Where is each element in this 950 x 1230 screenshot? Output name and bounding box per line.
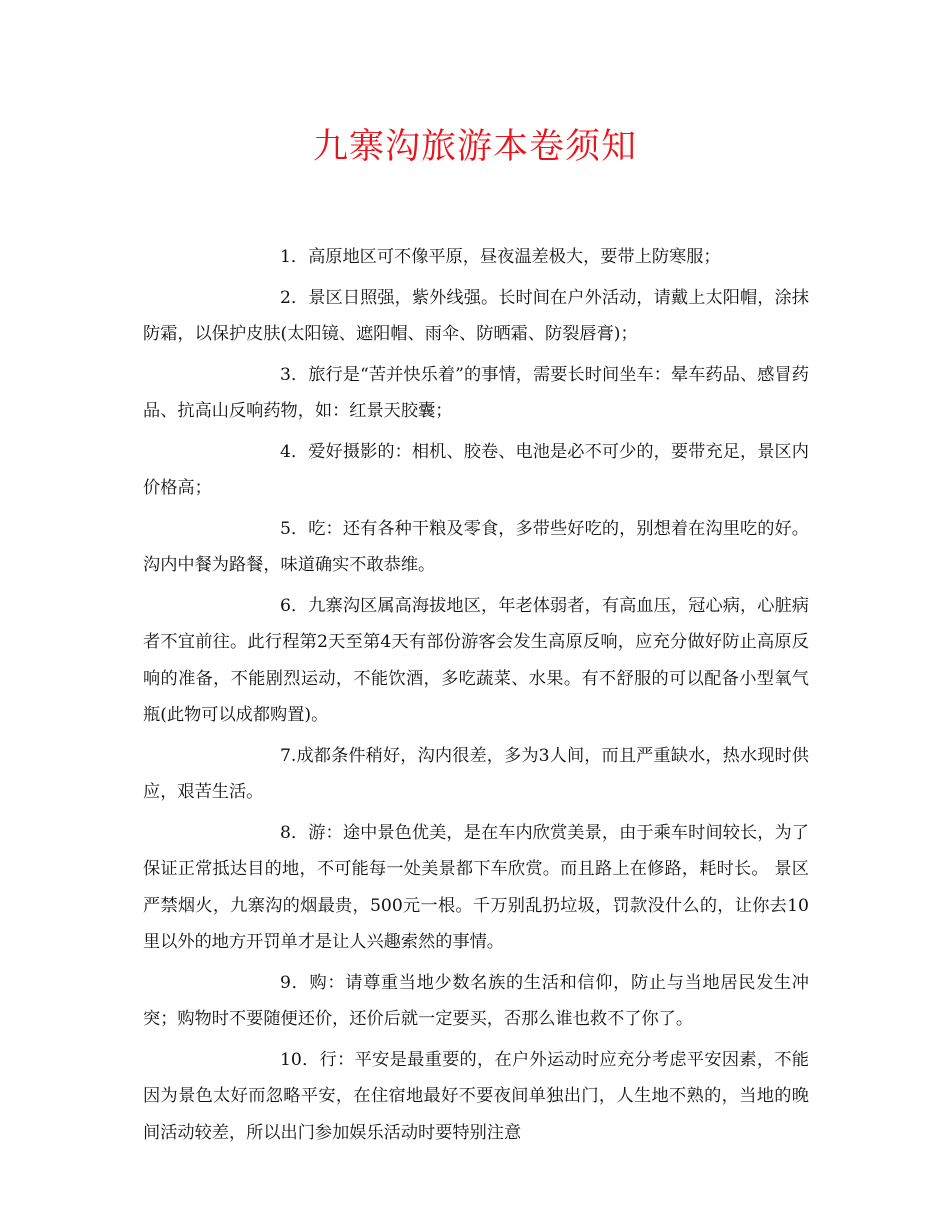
paragraph-4: 4．爱好摄影的：相机、胶卷、电池是必不可少的，要带充足，景区内价格高；: [143, 441, 809, 498]
document-body: [143, 239, 809, 1155]
paragraph-7: 7.成都条件稍好，沟内很差，多为3人间，而且严重缺水，热水现时供应，艰苦生活。: [143, 745, 809, 802]
paragraph-1: 1．高原地区可不像平原，昼夜温差极大，要带上防寒服；: [280, 247, 721, 267]
paragraph-2: 2．景区日照强，紫外线强。长时间在户外活动，请戴上太阳帽，涂抹防霜，以保护皮肤(太阳镜、遮阳帽、雨伞、防晒霜、防裂唇膏)；: [143, 287, 809, 344]
paragraph-6: 6．九寨沟区属高海拔地区，年老体弱者，有高血压，冠心病，心脏病者不宜前往。此行程第2天至第4天有部份游客会发生高原反响，应充分做好防止高原反响的准备，不能剧烈运动，不能饮酒，多吃蔬菜、水果。有不舒服的可以配备小型氧气瓶(此物可以成都购置)。: [143, 595, 809, 725]
document-title: 九寨沟旅游本卷须知: [312, 127, 637, 167]
paragraph-10: 10．行：平安是最重要的，在户外运动时应充分考虑平安因素，不能因为景色太好而忽略平安，在住宿地最好不要夜间单独出门，人生地不熟的，当地的晚间活动较差，所以出门参加娱乐活动时要特别注意: [143, 1049, 809, 1143]
paragraph-9: 9．购：请尊重当地少数名族的生活和信仰，防止与当地居民发生冲突；购物时不要随便还价，还价后就一定要买，否那么谁也救不了你了。: [143, 972, 809, 1029]
paragraph-3: 3．旅行是“苦并快乐着”的事情，需要长时间坐车：晕车药品、感冒药品、抗高山反响药物，如：红景天胶囊；: [143, 364, 809, 421]
paragraph-8: 8．游：途中景色优美，是在车内欣赏美景，由于乘车时间较长，为了保证正常抵达目的地，不可能每一处美景都下车欣赏。而且路上在修路，耗时长。 景区严禁烟火，九寨沟的烟最贵，500元一根。千万别乱扔垃圾，罚款没什么的，让你去10里以外的地方开罚单才是让人兴趣索然的事情。: [143, 822, 809, 952]
paragraph-5: 5．吃：还有各种干粮及零食，多带些好吃的，别想着在沟里吃的好。沟内中餐为路餐，味道确实不敢恭维。: [143, 518, 809, 575]
